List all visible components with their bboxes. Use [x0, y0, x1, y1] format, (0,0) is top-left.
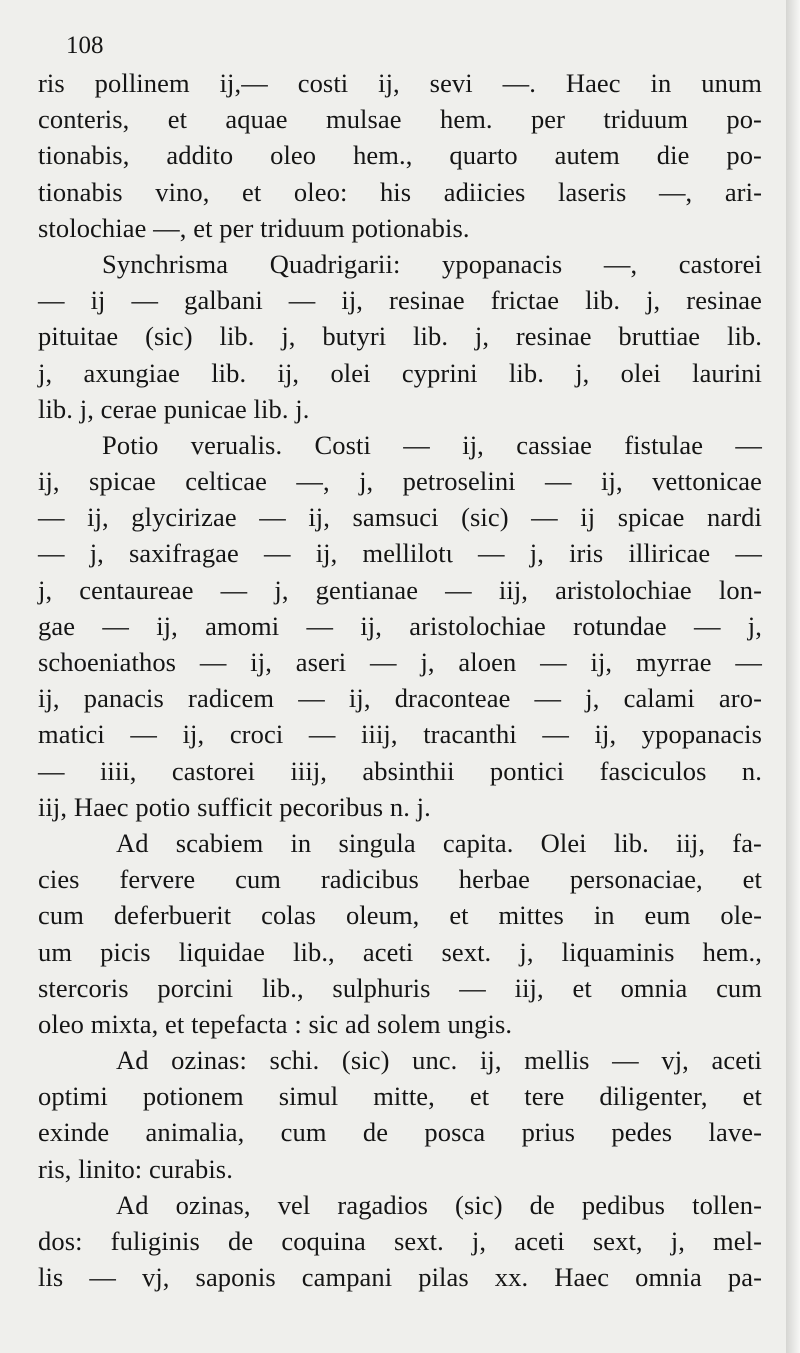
text-line: ij, panacis radicem — ij, draconteae — j, calami aro-	[38, 683, 762, 714]
text-line: ris, linito: curabis.	[38, 1153, 233, 1184]
text-line: — ij, glycirizae — ij, samsuci (sic) — ij spicae nardi	[38, 502, 762, 533]
text-line: ij, spicae celticae —, j, petroselini — ij, vettonicae	[38, 466, 762, 497]
text-line: pituitae (sic) lib. j, butyri lib. j, resinae bruttiae lib.	[38, 321, 762, 352]
text-line: gae — ij, amomi — ij, aristolochiae rotundae — j,	[38, 610, 762, 641]
text-line: matici — ij, croci — iiij, tracanthi — ij, ypopanacis	[38, 719, 762, 750]
text-line: iij, Haec potio sufficit pecoribus n. j.	[38, 791, 431, 822]
paragraph-start-line: Ad scabiem in singula capita. Olei lib. iij, fa-	[116, 827, 762, 858]
text-line: stolochiae —, et per triduum potionabis.	[38, 212, 470, 243]
text-line: ris pollinem ij,— costi ij, sevi —. Haec in unum	[38, 68, 762, 98]
text-line: cies fervere cum radicibus herbae personaciae, et	[38, 864, 762, 895]
text-line: oleo mixta, et tepefacta : sic ad solem ungis.	[38, 1008, 513, 1039]
body-text	[38, 65, 762, 1295]
text-line: um picis liquidae lib., aceti sext. j, liquaminis hem.,	[38, 936, 762, 967]
text-line: j, centaureae — j, gentianae — iij, aristolochiae lon-	[38, 574, 762, 605]
paragraph-start-line: Ad ozinas, vel ragadios (sic) de pedibus tollen-	[116, 1189, 762, 1220]
text-line: — ij — galbani — ij, resinae frictae lib. j, resinae	[38, 285, 762, 316]
page-number: 108	[66, 32, 104, 59]
text-line: exinde animalia, cum de posca prius pedes lave-	[38, 1117, 762, 1148]
text-line: tionabis, addito oleo hem., quarto autem die po-	[38, 140, 762, 171]
text-line: — iiii, castorei iiij, absinthii pontici fasciculos n.	[38, 755, 762, 786]
text-line: schoeniathos — ij, aseri — j, aloen — ij, myrrae —	[38, 647, 762, 677]
text-line: cum deferbuerit colas oleum, et mittes in eum ole-	[38, 900, 762, 931]
text-line: optimi potionem simul mitte, et tere diligenter, et	[38, 1081, 762, 1112]
text-line: lib. j, cerae punicae lib. j.	[38, 393, 310, 424]
text-line: conteris, et aquae mulsae hem. per triduum po-	[38, 104, 762, 135]
paragraph-start-line: Synchrisma Quadrigarii: ypopanacis —, castorei	[102, 248, 762, 279]
text-line: j, axungiae lib. ij, olei cyprini lib. j, olei laurini	[38, 357, 762, 388]
paragraph-start-line: Potio verualis. Costi — ij, cassiae fistulae —	[102, 429, 762, 460]
text-line: lis — vj, saponis campani pilas xx. Haec omnia pa-	[38, 1262, 762, 1293]
text-line: dos: fuliginis de coquina sext. j, aceti sext, j, mel-	[38, 1226, 762, 1256]
text-line: tionabis vino, et oleo: his adiicies laseris —, ari-	[38, 176, 762, 207]
page-edge-shadow	[786, 0, 800, 1353]
text-line: stercoris porcini lib., sulphuris — iij, et omnia cum	[38, 972, 762, 1003]
text-line: — j, saxifragae — ij, mellilotι — j, iris illiricae —	[38, 538, 762, 569]
paragraph-start-line: Ad ozinas: schi. (sic) unc. ij, mellis — vj, aceti	[116, 1045, 762, 1076]
